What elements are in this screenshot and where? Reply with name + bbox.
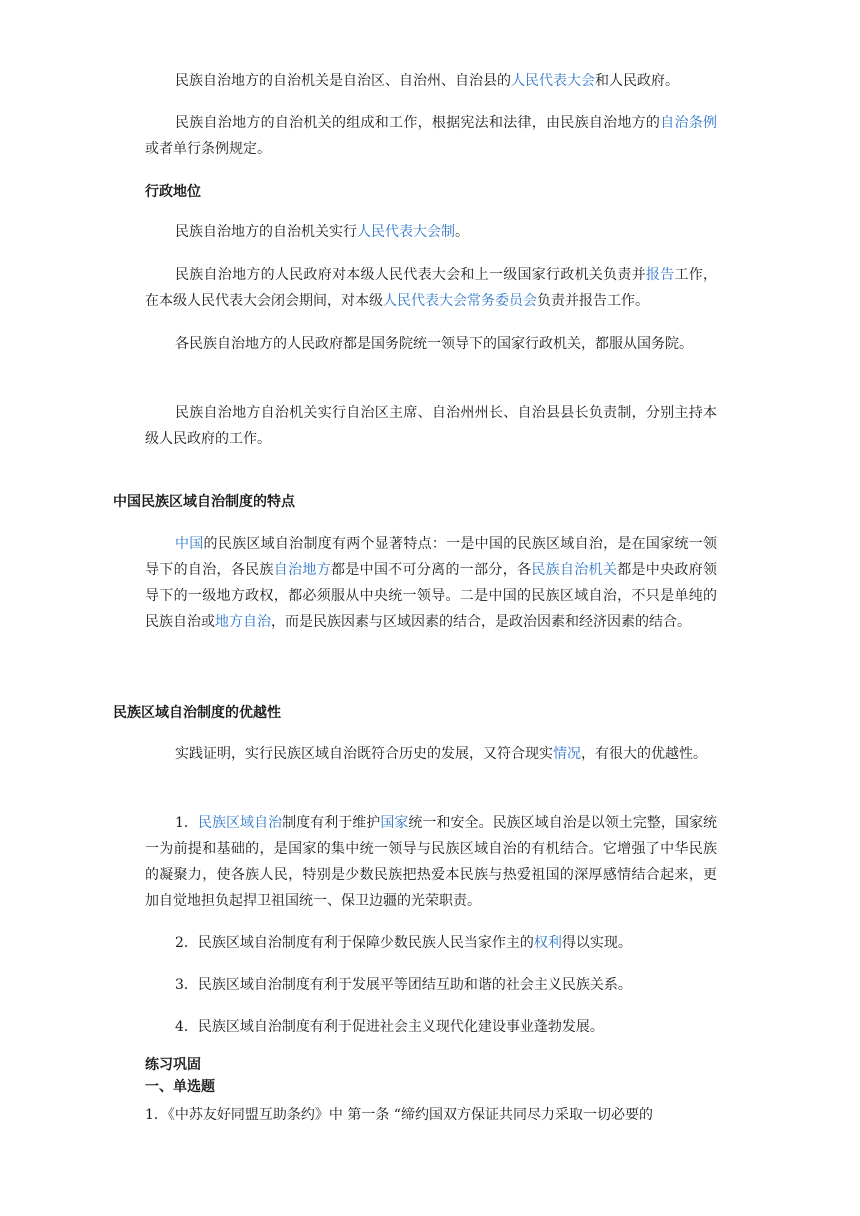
link-peoples-congress-system[interactable]: 人民代表大会制 xyxy=(357,224,455,240)
heading-administrative-status: 行政地位 xyxy=(145,184,201,200)
paragraph-government-responsibility: 民族自治地方的人民政府对本级人民代表大会和上一级国家行政机关负责并报告工作，在本级人民代表大会闭会期间，对本级人民代表大会常务委员会负责并报告工作。 xyxy=(145,267,718,309)
link-nation[interactable]: 国家 xyxy=(380,815,409,831)
paragraph-autonomous-organs: 民族自治地方的自治机关是自治区、自治州、自治县的人民代表大会和人民政府。 xyxy=(175,73,679,89)
link-autonomous-organs[interactable]: 民族自治机关 xyxy=(531,562,618,578)
heading-advantages: 民族区域自治制度的优越性 xyxy=(113,705,281,721)
heading-practice: 练习巩固 xyxy=(145,1057,201,1073)
link-china[interactable]: 中国 xyxy=(175,536,204,552)
link-regional-autonomy[interactable]: 民族区域自治 xyxy=(197,815,283,831)
link-autonomous-areas[interactable]: 自治地方 xyxy=(273,562,332,578)
list-item-advantage-3: 3．民族区域自治制度有利于发展平等团结互助和谐的社会主义民族关系。 xyxy=(175,977,632,993)
heading-features: 中国民族区域自治制度的特点 xyxy=(113,494,295,510)
link-peoples-congress[interactable]: 人民代表大会 xyxy=(511,73,595,89)
list-item-advantage-2: 2．民族区域自治制度有利于保障少数民族人民当家作主的权利得以实现。 xyxy=(175,935,632,951)
paragraph-organs-composition: 民族自治地方的自治机关的组成和工作，根据宪法和法律，由民族自治地方的自治条例或者单行条例规定。 xyxy=(145,115,717,157)
heading-single-choice: 一、单选题 xyxy=(145,1079,215,1095)
link-local-autonomy[interactable]: 地方自治 xyxy=(215,614,271,630)
paragraph-practice-proves: 实践证明，实行民族区域自治既符合历史的发展，又符合现实情况，有很大的优越性。 xyxy=(175,746,707,762)
paragraph-congress-system: 民族自治地方的自治机关实行人民代表大会制。 xyxy=(175,224,469,240)
link-autonomy-regulations[interactable]: 自治条例 xyxy=(660,115,717,131)
question-1: 1．《中苏友好同盟互助条约》中 第一条 “缔约国双方保证共同尽力采取一切必要的 xyxy=(145,1107,653,1123)
paragraph-features: 中国的民族区域自治制度有两个显著特点：一是中国的民族区域自治，是在国家统一领导下的自治，各民族自治地方都是中国不可分离的一部分，各民族自治机关都是中央政府领导下的一级地方政权，都必须服从中央统一领导。二是中国的民族区域自治，不只是单纯的民族自治或地方自治，而是民族因素与区域因素的结合，是政治因素和经济因素的结合。 xyxy=(145,536,718,630)
list-item-advantage-4: 4．民族区域自治制度有利于促进社会主义现代化建设事业蓬勃发展。 xyxy=(175,1019,604,1035)
link-report[interactable]: 报告 xyxy=(645,267,675,283)
link-standing-committee[interactable]: 人民代表大会常务委员会 xyxy=(383,293,537,309)
link-rights[interactable]: 权利 xyxy=(533,935,562,951)
paragraph-state-council: 各民族自治地方的人民政府都是国务院统一领导下的国家行政机关，都服从国务院。 xyxy=(175,336,693,352)
paragraph-chief-responsibility: 民族自治地方自治机关实行自治区主席、自治州州长、自治县县长负责制，分别主持本级人民政府的工作。 xyxy=(145,405,717,447)
link-situation[interactable]: 情况 xyxy=(553,746,581,762)
list-item-advantage-1: 1．民族区域自治制度有利于维护国家统一和安全。民族区域自治是以领土完整，国家统一为前提和基础的，是国家的集中统一领导与民族区域自治的有机结合。它增强了中华民族的凝聚力，使各族人民，特别是少数民族把热爱本民族与热爱祖国的深厚感情结合起来，更加自觉地担负起捍卫祖国统一、保卫边疆的光荣职责。 xyxy=(145,815,718,909)
